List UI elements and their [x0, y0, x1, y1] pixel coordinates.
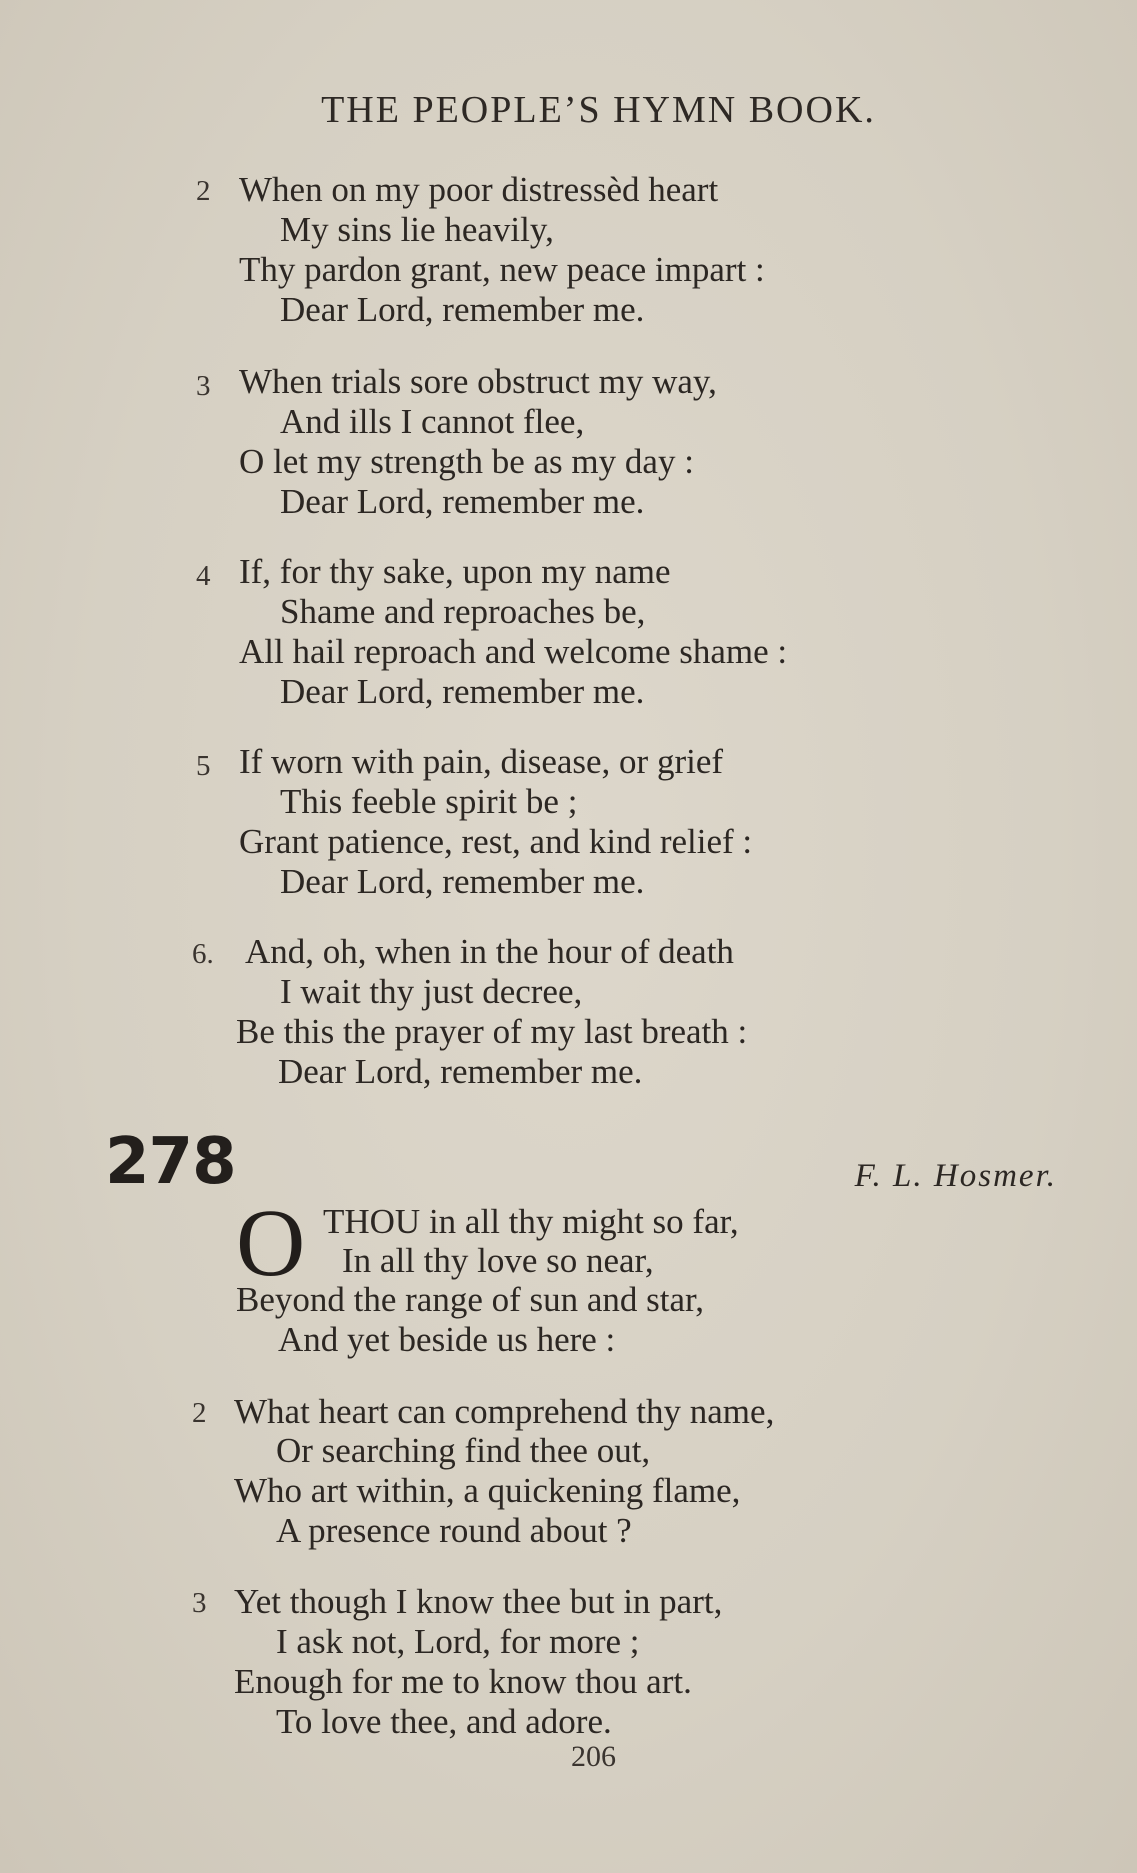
verse-line: If worn with pain, disease, or grief: [239, 742, 724, 781]
verse-line: In all thy love so near,: [342, 1241, 654, 1280]
stanza-number: 2: [192, 1397, 207, 1429]
verse-line: And ills I cannot flee,: [280, 402, 585, 441]
verse-line: To love thee, and adore.: [276, 1702, 612, 1741]
verse-line: What heart can comprehend thy name,: [234, 1392, 775, 1431]
stanza-number: 6.: [192, 938, 214, 970]
verse-line: I wait thy just decree,: [280, 972, 583, 1011]
stanza-number: 3: [196, 370, 211, 402]
verse-line: Yet though I know thee but in part,: [234, 1582, 723, 1621]
verse-line: Dear Lord, remember me.: [278, 1052, 643, 1091]
stanza-number: 3: [192, 1587, 207, 1619]
verse-line: Enough for me to know thou art.: [234, 1662, 692, 1701]
verse-line: When trials sore obstruct my way,: [239, 362, 717, 401]
verse-line: And yet beside us here :: [278, 1320, 616, 1359]
verse-line: Be this the prayer of my last breath :: [236, 1012, 748, 1051]
verse-line: Shame and reproaches be,: [280, 592, 646, 631]
hymn-author: F. L. Hosmer.: [854, 1158, 1057, 1194]
verse-line: This feeble spirit be ;: [280, 782, 578, 821]
verse-line: Who art within, a quickening flame,: [234, 1471, 741, 1510]
verse-line: I ask not, Lord, for more ;: [276, 1622, 640, 1661]
verse-line: Dear Lord, remember me.: [280, 290, 645, 329]
verse-line: THOU in all thy might so far,: [323, 1202, 739, 1241]
verse-line: If, for thy sake, upon my name: [239, 552, 671, 591]
verse-line: Dear Lord, remember me.: [280, 862, 645, 901]
verse-line: Dear Lord, remember me.: [280, 482, 645, 521]
hymn-number: 278: [105, 1125, 236, 1199]
running-header: THE PEOPLE’S HYMN BOOK.: [321, 89, 876, 131]
stanza-number: 5: [196, 750, 211, 782]
drop-cap: O: [236, 1189, 306, 1296]
verse-line: Thy pardon grant, new peace impart :: [239, 250, 765, 289]
stanza-number: 2: [196, 175, 211, 207]
verse-line: Beyond the range of sun and star,: [236, 1280, 705, 1319]
verse-line: All hail reproach and welcome shame :: [239, 632, 788, 671]
stanza-number: 4: [196, 560, 211, 592]
verse-line: A presence round about ?: [276, 1511, 632, 1550]
verse-line: Grant patience, rest, and kind relief :: [239, 822, 753, 861]
page-number: 206: [571, 1740, 616, 1773]
verse-line: O let my strength be as my day :: [239, 442, 694, 481]
verse-line: Or searching find thee out,: [276, 1431, 651, 1470]
verse-line: When on my poor distressèd heart: [239, 170, 719, 209]
verse-line: And, oh, when in the hour of death: [245, 932, 734, 971]
verse-line: Dear Lord, remember me.: [280, 672, 645, 711]
verse-line: My sins lie heavily,: [280, 210, 554, 249]
